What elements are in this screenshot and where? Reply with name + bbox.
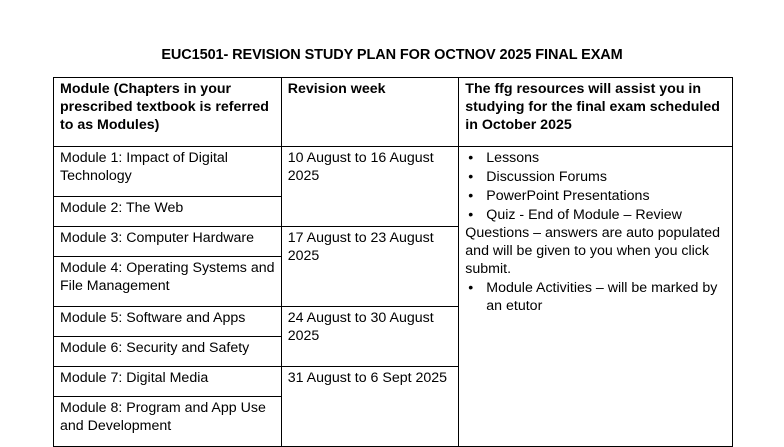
header-revision-week: Revision week: [281, 78, 459, 147]
list-item: • Module Activities – will be marked by an etutor: [468, 280, 718, 314]
module-cell-2: Module 2: The Web: [54, 197, 282, 227]
module-cell-8: Module 8: Program and App Use and Development: [54, 397, 282, 447]
week-cell-1: 10 August to 16 August 2025: [281, 147, 459, 227]
header-resources: The ffg resources will assist you in studying for the final exam scheduled in October 2025: [459, 78, 733, 147]
document-title: EUC1501- REVISION STUDY PLAN FOR OCTNOV 2025 FINAL EXAM: [161, 47, 623, 63]
week-cell-4: 31 August to 6 Sept 2025: [281, 367, 459, 447]
module-cell-1: Module 1: Impact of Digital Technology: [54, 147, 282, 197]
module-cell-4: Module 4: Operating Systems and File Management: [54, 257, 282, 307]
resources-cell: [459, 147, 733, 447]
revision-plan-table: [53, 77, 733, 447]
header-module: Module (Chapters in your prescribed textbook is referred to as Modules): [54, 78, 282, 147]
week-cell-2: 17 August to 23 August 2025: [281, 227, 459, 307]
module-cell-6: Module 6: Security and Safety: [54, 337, 282, 367]
table-header-row: [54, 78, 733, 147]
module-cell-5: Module 5: Software and Apps: [54, 307, 282, 337]
table-row: [54, 147, 733, 197]
bullet-icon: •: [468, 150, 474, 166]
list-item: • Discussion Forums: [468, 169, 607, 185]
list-item: • PowerPoint Presentations: [468, 188, 650, 204]
resources-list: [465, 149, 726, 315]
bullet-icon: •: [468, 207, 474, 223]
bullet-icon: •: [468, 188, 474, 204]
bullet-icon: •: [468, 169, 474, 185]
list-item: • Lessons: [468, 150, 540, 166]
module-cell-7: Module 7: Digital Media: [54, 367, 282, 397]
week-cell-3: 24 August to 30 August 2025: [281, 307, 459, 367]
list-item: • Quiz - End of Module – Review Questions – answers are auto populated and will be given to you when you click submit.: [465, 207, 721, 277]
module-cell-3: Module 3: Computer Hardware: [54, 227, 282, 257]
bullet-icon: •: [468, 280, 474, 296]
